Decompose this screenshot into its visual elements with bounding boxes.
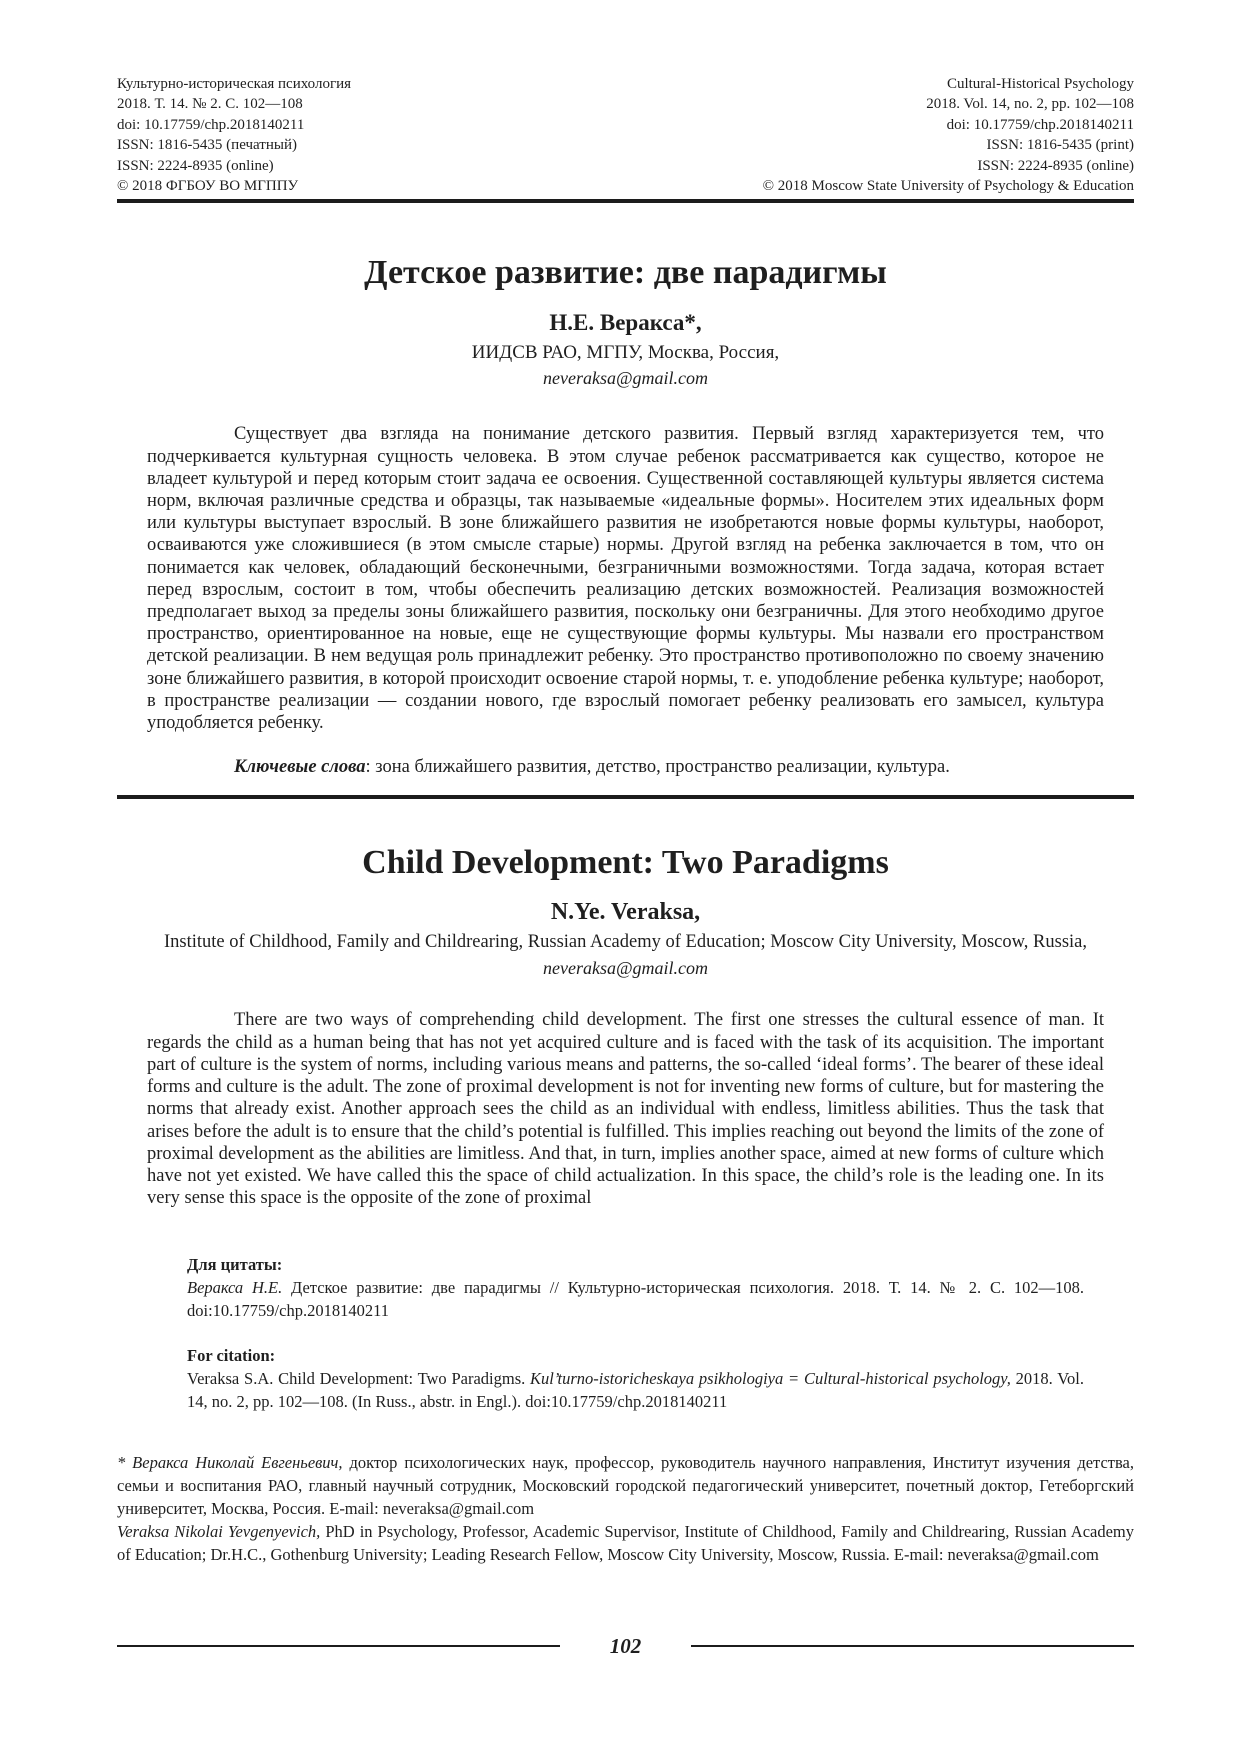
journal-name-en: Cultural-Historical Psychology [946,76,1134,92]
journal-header [117,74,1134,196]
footer-left-rule [117,1645,560,1647]
keywords-label-ru: Ключевые слова [234,757,366,778]
article-title-ru: Детское развитие: две парадигмы [364,254,887,292]
section-divider-rule [117,795,1134,799]
copyright-ru: © 2018 ФГБОУ ВО МГППУ [117,178,299,195]
author-affiliation-ru: ИИДСВ РАО, МГПУ, Москва, Россия, [471,342,780,364]
citation-text-ru [187,1276,1084,1322]
journal-info-russian [117,74,351,196]
citation-block-ru [187,1253,1084,1322]
issue-info-ru: 2018. Т. 14. № 2. С. 102—108 [117,96,303,113]
author-email-ru: neveraksa@gmail.com [542,368,708,389]
keywords-list-ru: : зона ближайшего развития, детство, пространство реализации, культура. [365,757,950,778]
citation-author-ru: Веракса Н.Е. [187,1278,283,1298]
journal-info-english [763,74,1134,196]
citation-body-ru: Детское развитие: две парадигмы // Культурно-историческая психология. 2018. Т. 14. № 2. С. 102—108. doi:10.17759/chp.2018140211 [187,1278,1084,1321]
footer-right-rule [691,1645,1134,1647]
article-title-en: Child Development: Two Paradigms [362,844,889,882]
author-footnote-ru [117,1451,1134,1520]
footnote-name-ru: * Веракса Николай Евгеньевич, [117,1453,343,1473]
citation-pre-en: Veraksa S.A. Child Development: Two Paradigms. [187,1369,531,1389]
author-email-en: neveraksa@gmail.com [542,958,708,979]
issn-online-en: ISSN: 2224-8935 (online) [977,157,1134,174]
page-number: 102 [609,1634,642,1658]
footnote-text-ru: доктор психологических наук, профессор, руководитель научного направления, Институт изучения детства, семьи и воспитания РАО, главный научный сотрудник, Московский городской педагогический университет, почетный доктор, Гетеборгский университет, Москва, Россия. E-mail: neveraksa@gmail.com [117,1453,1135,1519]
doi-en: doi: 10.17759/chp.2018140211 [946,116,1134,133]
citation-label-ru: Для цитаты: [187,1255,283,1275]
keywords-ru [147,756,1104,778]
citation-journal-en: Kul’turno-istoricheskaya psikhologiya = Cultural-historical psychology, [530,1369,1011,1389]
doi-ru: doi: 10.17759/chp.2018140211 [117,116,305,133]
issn-print-ru: ISSN: 1816-5435 (печатный) [117,137,297,154]
author-footnote [117,1451,1134,1566]
footnote-name-en: Veraksa Nikolai Yevgenyevich, [117,1522,321,1542]
citation-post-en: 2018. Vol. 14, no. 2, pp. 102—108. (In Russ., abstr. in Engl.). doi:10.17759/chp.2018140211 [187,1369,1085,1412]
author-name-en: N.Ye. Veraksa, [550,899,701,926]
footnote-text-en: PhD in Psychology, Professor, Academic Supervisor, Institute of Childhood, Family and Childrearing, Russian Academy of Education; Dr.H.C., Gothenburg University; Leading Research Fellow, Moscow City University, Moscow, Russia. E-mail: neveraksa@gmail.com [117,1522,1134,1565]
author-name-ru: Н.Е. Веракса*, [549,310,702,336]
issn-online-ru: ISSN: 2224-8935 (online) [117,157,274,174]
citation-label-en: For citation: [187,1346,276,1366]
citation-block-en [187,1344,1084,1413]
author-affiliation-en: Institute of Childhood, Family and Childrearing, Russian Academy of Education; Moscow City University, Moscow, Russia, [163,932,1088,953]
abstract-en: There are two ways of comprehending child development. The first one stresses the cultural essence of man. It regards the child as a human being that has not yet acquired culture and is faced with the task of its acquisition. The important part of culture is the system of norms, including various means and patterns, the so-called ‘ideal forms’. The bearer of these ideal forms and culture is the adult. The zone of proximal development is not for inventing new forms of culture, but for mastering the norms that already exist. Another approach sees the child as an individual with endless, limitless abilities. Thus the task that arises before the adult is to ensure that the child’s potential is fulfilled. This implies reaching out beyond the limits of the zone of proximal development as the abilities are limitless. And that, in turn, implies another space, aimed at new forms of culture which have not yet existed. We have called this the space of child actualization. In this space, the child’s role is the leading one. In its very sense this space is the opposite of the zone of proximal [147,1010,1104,1209]
abstract-ru: Существует два взгляда на понимание детского развития. Первый взгляд характеризуется тем, что подчеркивается культурная сущность человека. В этом случае ребенок рассматривается как существо, которое не владеет культурой и перед которым стоит задача ее освоения. Существенной составляющей культуры является система норм, включая различные средства и образцы, так называемые «идеальные формы». Носителем этих идеальных форм или культуры выступает взрослый. В зоне ближайшего развития не изобретаются новые формы культуры, наоборот, осваиваются уже сложившиеся (в этом смысле старые) нормы. Другой взгляд на ребенка заключается в том, что он понимается как человек, обладающий бесконечными, безграничными возможностями. Тогда задача, которая встает перед взрослым, состоит в том, чтобы обеспечить реализацию детских возможностей. Реализация возможностей предполагает выход за пределы зоны ближайшего развития, поскольку они безграничны. Для этого необходимо другое пространство, ориентированное на новые, еще не существующие формы культуры. Мы назвали его пространством детской реализации. В нем ведущая роль принадлежит ребенку. Это пространство противоположно по своему значению зоне ближайшего развития, в которой происходит освоение старой нормы, т. е. уподобление ребенка культуре; наоборот, в пространстве реализации — создании нового, где взрослый помогает ребенку реализовать его замысел, культура уподобляется ребенку. [147,424,1104,734]
journal-name-ru: Культурно-историческая психология [117,76,352,92]
citation-text-en [187,1367,1084,1413]
header-divider-rule [117,199,1134,203]
issn-print-en: ISSN: 1816-5435 (print) [986,137,1134,154]
copyright-en: © 2018 Moscow State University of Psychology & Education [762,178,1134,195]
issue-info-en: 2018. Vol. 14, no. 2, pp. 102—108 [926,96,1134,113]
page-footer [117,1634,1134,1658]
author-footnote-en [117,1520,1134,1566]
